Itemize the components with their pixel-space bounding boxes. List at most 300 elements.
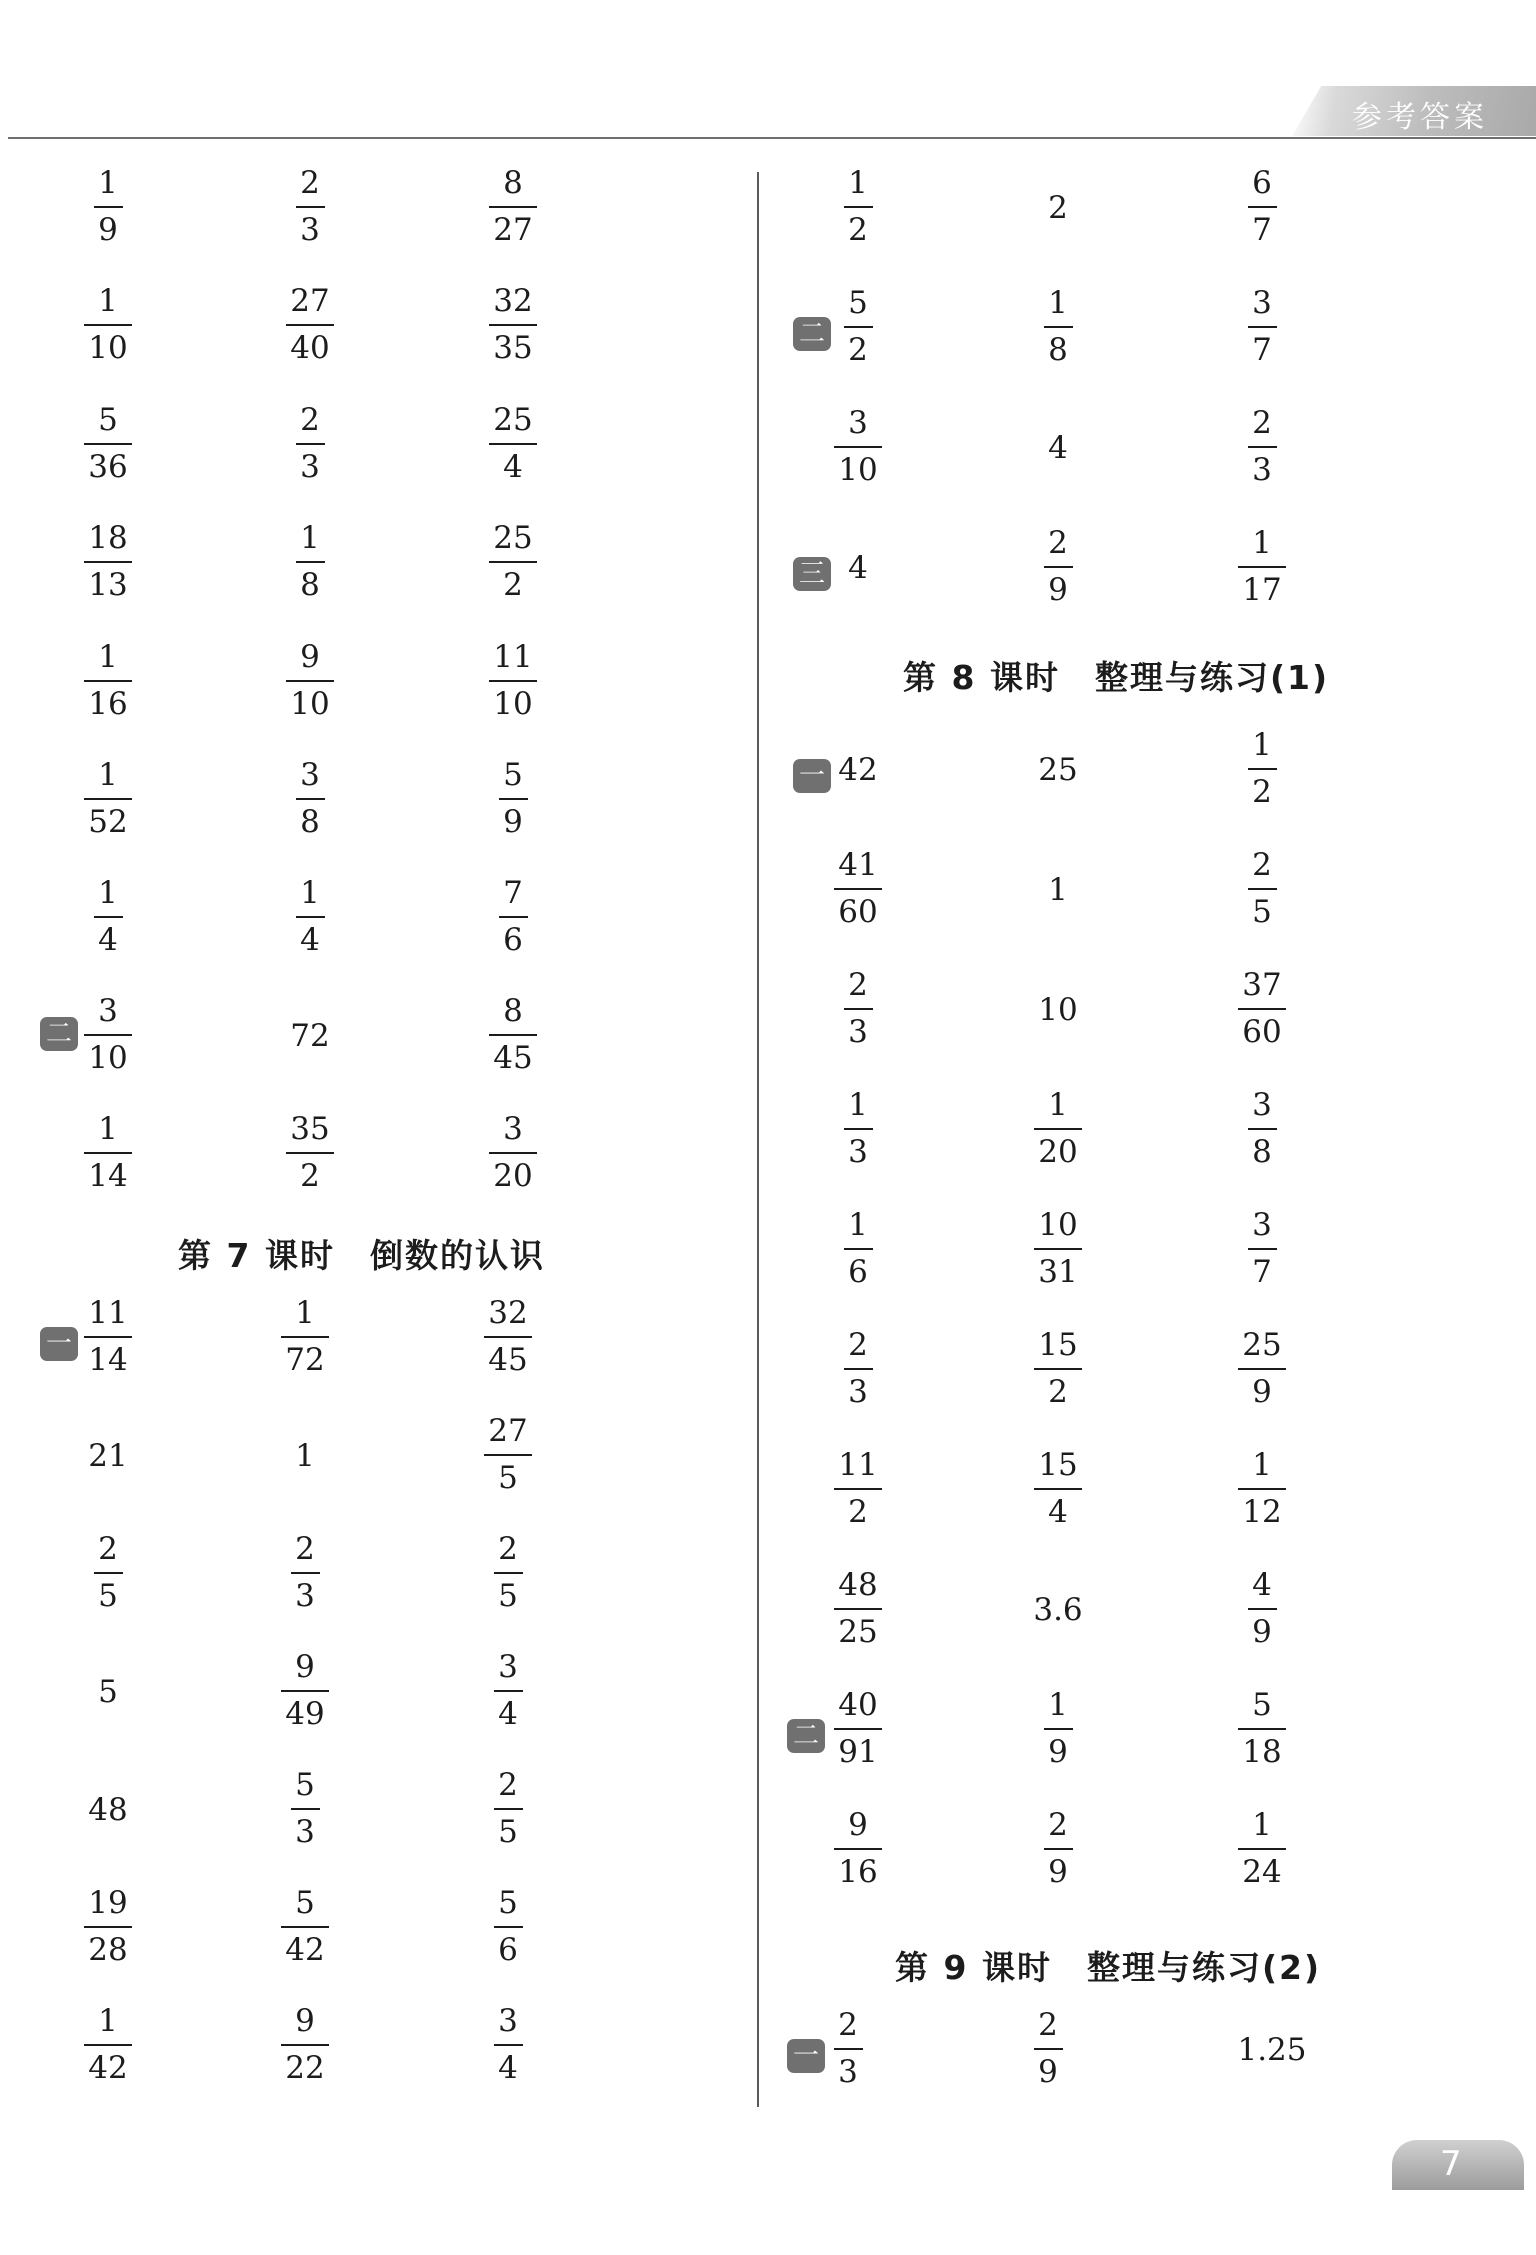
fraction-numerator: 2 bbox=[1048, 525, 1068, 561]
answer-integer: 1 bbox=[295, 1438, 315, 1474]
fraction-numerator: 2 bbox=[300, 402, 320, 438]
fraction-bar bbox=[1248, 768, 1277, 770]
answer-fraction bbox=[1222, 1087, 1302, 1170]
answer-fraction bbox=[818, 1207, 898, 1290]
fraction-denominator: 7 bbox=[1252, 332, 1272, 368]
fraction-bar bbox=[84, 680, 132, 682]
fraction-bar bbox=[286, 324, 334, 326]
fraction-denominator: 2 bbox=[848, 1494, 868, 1530]
fraction-denominator: 22 bbox=[285, 2050, 325, 2086]
fraction-bar bbox=[484, 1336, 532, 1338]
answer-fraction bbox=[68, 520, 148, 603]
answer-fraction bbox=[1222, 1807, 1302, 1890]
fraction-denominator: 2 bbox=[848, 332, 868, 368]
answer-fraction bbox=[1222, 1207, 1302, 1290]
fraction-bar bbox=[489, 324, 537, 326]
fraction-bar bbox=[1044, 1728, 1073, 1730]
fraction-denominator: 60 bbox=[838, 894, 878, 930]
fraction-bar bbox=[489, 443, 537, 445]
section-badge-3: 三 bbox=[793, 557, 831, 591]
page-number: 7 bbox=[1440, 2144, 1462, 2184]
fraction-bar bbox=[281, 2044, 329, 2046]
fraction-numerator: 48 bbox=[838, 1567, 878, 1603]
fraction-bar bbox=[1044, 326, 1073, 328]
answer-fraction bbox=[468, 1885, 548, 1968]
fraction-bar bbox=[844, 1248, 873, 1250]
fraction-numerator: 5 bbox=[295, 1767, 315, 1803]
fraction-denominator: 3 bbox=[295, 1814, 315, 1850]
fraction-denominator: 72 bbox=[285, 1342, 325, 1378]
answer-fraction bbox=[1018, 1807, 1098, 1890]
fraction-numerator: 40 bbox=[838, 1687, 878, 1723]
fraction-denominator: 35 bbox=[493, 330, 533, 366]
fraction-bar bbox=[834, 1848, 882, 1850]
answer-fraction bbox=[1222, 727, 1302, 810]
answer-fraction bbox=[270, 757, 350, 840]
fraction-denominator: 10 bbox=[493, 686, 533, 722]
fraction-bar bbox=[291, 1808, 320, 1810]
answer-integer: 4 bbox=[848, 550, 868, 586]
section-badge-2: 二 bbox=[787, 1719, 825, 1753]
fraction-denominator: 8 bbox=[300, 804, 320, 840]
fraction-bar bbox=[494, 1690, 523, 1692]
answer-fraction bbox=[68, 283, 148, 366]
fraction-bar bbox=[1238, 1368, 1286, 1370]
fraction-numerator: 3 bbox=[300, 757, 320, 793]
answer-fraction bbox=[1018, 1327, 1098, 1410]
answer-integer: 3.6 bbox=[1033, 1592, 1083, 1628]
answer-fraction bbox=[1018, 1087, 1098, 1170]
fraction-bar bbox=[844, 326, 873, 328]
fraction-numerator: 18 bbox=[88, 520, 128, 556]
answer-fraction bbox=[473, 1111, 553, 1194]
fraction-numerator: 1 bbox=[848, 1207, 868, 1243]
fraction-numerator: 2 bbox=[498, 1767, 518, 1803]
answer-fraction bbox=[68, 2003, 148, 2086]
answer-integer: 5 bbox=[98, 1674, 118, 1710]
fraction-numerator: 1 bbox=[1252, 525, 1272, 561]
fraction-denominator: 3 bbox=[300, 449, 320, 485]
answer-integer: 2 bbox=[1048, 190, 1068, 226]
fraction-denominator: 4 bbox=[503, 449, 523, 485]
fraction-bar bbox=[84, 561, 132, 563]
fraction-bar bbox=[281, 1926, 329, 1928]
fraction-denominator: 2 bbox=[503, 567, 523, 603]
fraction-denominator: 9 bbox=[98, 212, 118, 248]
fraction-bar bbox=[84, 1152, 132, 1154]
answer-fraction bbox=[265, 1885, 345, 1968]
fraction-denominator: 14 bbox=[88, 1342, 128, 1378]
answer-fraction bbox=[1018, 1687, 1098, 1770]
fraction-numerator: 1 bbox=[98, 757, 118, 793]
fraction-denominator: 8 bbox=[300, 567, 320, 603]
fraction-numerator: 5 bbox=[848, 285, 868, 321]
fraction-numerator: 1 bbox=[98, 639, 118, 675]
fraction-denominator: 6 bbox=[848, 1254, 868, 1290]
fraction-denominator: 9 bbox=[1048, 1854, 1068, 1890]
answer-fraction bbox=[68, 402, 148, 485]
section-badge-2: 二 bbox=[793, 317, 831, 351]
answer-fraction bbox=[818, 405, 898, 488]
fraction-bar bbox=[1238, 1728, 1286, 1730]
lesson-8-title: 第 8 课时 整理与练习(1) bbox=[903, 658, 1330, 697]
answer-integer: 48 bbox=[88, 1792, 128, 1828]
answer-integer: 72 bbox=[290, 1018, 330, 1054]
fraction-denominator: 10 bbox=[88, 330, 128, 366]
fraction-bar bbox=[834, 888, 882, 890]
answer-fraction bbox=[1222, 847, 1302, 930]
section-badge-1: 一 bbox=[787, 2039, 825, 2073]
fraction-denominator: 10 bbox=[290, 686, 330, 722]
fraction-bar bbox=[844, 206, 873, 208]
fraction-bar bbox=[834, 1608, 882, 1610]
fraction-bar bbox=[499, 916, 528, 918]
fraction-bar bbox=[84, 798, 132, 800]
fraction-numerator: 19 bbox=[88, 1885, 128, 1921]
fraction-denominator: 28 bbox=[88, 1932, 128, 1968]
answer-fraction bbox=[68, 875, 148, 958]
fraction-numerator: 2 bbox=[1252, 847, 1272, 883]
fraction-denominator: 2 bbox=[1252, 774, 1272, 810]
answer-fraction bbox=[473, 993, 553, 1076]
answer-fraction bbox=[68, 639, 148, 722]
answer-fraction bbox=[68, 1531, 148, 1614]
fraction-numerator: 1 bbox=[300, 875, 320, 911]
column-divider bbox=[757, 172, 759, 2107]
fraction-bar bbox=[1034, 1248, 1082, 1250]
fraction-bar bbox=[291, 1572, 320, 1574]
fraction-bar bbox=[1044, 1848, 1073, 1850]
fraction-bar bbox=[286, 680, 334, 682]
fraction-numerator: 6 bbox=[1252, 165, 1272, 201]
answer-fraction bbox=[473, 639, 553, 722]
fraction-denominator: 7 bbox=[1252, 212, 1272, 248]
fraction-numerator: 3 bbox=[503, 1111, 523, 1147]
fraction-denominator: 9 bbox=[1048, 1734, 1068, 1770]
fraction-bar bbox=[499, 798, 528, 800]
fraction-denominator: 3 bbox=[848, 1014, 868, 1050]
fraction-denominator: 4 bbox=[498, 2050, 518, 2086]
fraction-denominator: 18 bbox=[1242, 1734, 1282, 1770]
fraction-numerator: 1 bbox=[295, 1295, 315, 1331]
fraction-bar bbox=[1248, 1248, 1277, 1250]
fraction-denominator: 10 bbox=[838, 452, 878, 488]
fraction-numerator: 3 bbox=[498, 1649, 518, 1685]
answer-fraction bbox=[270, 875, 350, 958]
section-badge-1: 一 bbox=[793, 759, 831, 793]
fraction-numerator: 2 bbox=[848, 1327, 868, 1363]
answer-fraction bbox=[473, 757, 553, 840]
fraction-denominator: 36 bbox=[88, 449, 128, 485]
fraction-denominator: 13 bbox=[88, 567, 128, 603]
fraction-denominator: 45 bbox=[493, 1040, 533, 1076]
fraction-bar bbox=[489, 680, 537, 682]
answer-fraction bbox=[1222, 967, 1302, 1050]
answer-fraction bbox=[270, 1111, 350, 1194]
fraction-denominator: 2 bbox=[300, 1158, 320, 1194]
fraction-denominator: 6 bbox=[503, 922, 523, 958]
fraction-numerator: 5 bbox=[498, 1885, 518, 1921]
fraction-numerator: 37 bbox=[1242, 967, 1282, 1003]
fraction-bar bbox=[94, 206, 123, 208]
fraction-bar bbox=[489, 561, 537, 563]
answer-fraction bbox=[1222, 525, 1302, 608]
fraction-numerator: 8 bbox=[503, 165, 523, 201]
fraction-numerator: 3 bbox=[1252, 285, 1272, 321]
fraction-bar bbox=[1248, 888, 1277, 890]
fraction-denominator: 42 bbox=[88, 2050, 128, 2086]
fraction-denominator: 10 bbox=[88, 1040, 128, 1076]
answer-fraction bbox=[473, 402, 553, 485]
fraction-numerator: 11 bbox=[838, 1447, 878, 1483]
fraction-bar bbox=[296, 206, 325, 208]
fraction-denominator: 2 bbox=[848, 212, 868, 248]
header-title: 参考答案 bbox=[1352, 100, 1488, 135]
fraction-denominator: 20 bbox=[493, 1158, 533, 1194]
fraction-denominator: 4 bbox=[498, 1696, 518, 1732]
answer-fraction bbox=[270, 520, 350, 603]
fraction-bar bbox=[84, 1926, 132, 1928]
answer-fraction bbox=[270, 165, 350, 248]
fraction-bar bbox=[1044, 566, 1073, 568]
fraction-numerator: 7 bbox=[503, 875, 523, 911]
fraction-denominator: 9 bbox=[1252, 1614, 1272, 1650]
fraction-bar bbox=[1238, 566, 1286, 568]
fraction-numerator: 1 bbox=[1048, 285, 1068, 321]
fraction-bar bbox=[296, 443, 325, 445]
fraction-denominator: 7 bbox=[1252, 1254, 1272, 1290]
answer-fraction bbox=[1222, 1687, 1302, 1770]
fraction-numerator: 3 bbox=[98, 993, 118, 1029]
fraction-numerator: 27 bbox=[488, 1413, 528, 1449]
fraction-numerator: 1 bbox=[1048, 1687, 1068, 1723]
answer-fraction bbox=[1222, 285, 1302, 368]
answer-fraction bbox=[270, 402, 350, 485]
fraction-numerator: 11 bbox=[88, 1295, 128, 1331]
answer-fraction bbox=[818, 1087, 898, 1170]
fraction-numerator: 8 bbox=[503, 993, 523, 1029]
answer-fraction bbox=[818, 847, 898, 930]
answer-fraction bbox=[1018, 1207, 1098, 1290]
fraction-bar bbox=[844, 1128, 873, 1130]
fraction-denominator: 3 bbox=[1252, 452, 1272, 488]
answer-fraction bbox=[265, 1531, 345, 1614]
fraction-denominator: 9 bbox=[1038, 2054, 1058, 2090]
fraction-bar bbox=[84, 1034, 132, 1036]
fraction-denominator: 6 bbox=[498, 1932, 518, 1968]
fraction-numerator: 5 bbox=[1252, 1687, 1272, 1723]
fraction-denominator: 5 bbox=[498, 1578, 518, 1614]
fraction-denominator: 42 bbox=[285, 1932, 325, 1968]
answer-fraction bbox=[265, 1649, 345, 1732]
lesson-9-title: 第 9 课时 整理与练习(2) bbox=[895, 1948, 1322, 1987]
fraction-bar bbox=[1034, 1368, 1082, 1370]
fraction-denominator: 60 bbox=[1242, 1014, 1282, 1050]
fraction-bar bbox=[84, 2044, 132, 2046]
fraction-bar bbox=[494, 1926, 523, 1928]
fraction-numerator: 15 bbox=[1038, 1447, 1078, 1483]
fraction-numerator: 3 bbox=[1252, 1207, 1272, 1243]
answer-fraction bbox=[473, 875, 553, 958]
fraction-denominator: 12 bbox=[1242, 1494, 1282, 1530]
answer-fraction bbox=[468, 1767, 548, 1850]
answer-fraction bbox=[68, 1295, 148, 1378]
fraction-bar bbox=[844, 1008, 873, 1010]
section-badge-1: 一 bbox=[40, 1327, 78, 1361]
fraction-numerator: 1 bbox=[848, 1087, 868, 1123]
fraction-bar bbox=[94, 1572, 123, 1574]
answer-fraction bbox=[68, 757, 148, 840]
fraction-bar bbox=[1248, 1608, 1277, 1610]
fraction-numerator: 1 bbox=[98, 283, 118, 319]
fraction-denominator: 45 bbox=[488, 1342, 528, 1378]
fraction-denominator: 5 bbox=[1252, 894, 1272, 930]
fraction-denominator: 49 bbox=[285, 1696, 325, 1732]
fraction-denominator: 24 bbox=[1242, 1854, 1282, 1890]
fraction-bar bbox=[834, 2048, 863, 2050]
fraction-numerator: 3 bbox=[848, 405, 868, 441]
answer-fraction bbox=[270, 283, 350, 366]
answer-fraction bbox=[1018, 1447, 1098, 1530]
fraction-numerator: 1 bbox=[1048, 1087, 1068, 1123]
fraction-bar bbox=[489, 206, 537, 208]
fraction-denominator: 9 bbox=[503, 804, 523, 840]
fraction-denominator: 3 bbox=[838, 2054, 858, 2090]
answer-fraction bbox=[473, 165, 553, 248]
fraction-numerator: 1 bbox=[98, 165, 118, 201]
section-badge-2: 二 bbox=[40, 1017, 78, 1051]
fraction-bar bbox=[1248, 1128, 1277, 1130]
fraction-denominator: 9 bbox=[1252, 1374, 1272, 1410]
answer-integer: 42 bbox=[838, 752, 878, 788]
fraction-denominator: 25 bbox=[838, 1614, 878, 1650]
answer-fraction bbox=[270, 639, 350, 722]
fraction-bar bbox=[489, 1152, 537, 1154]
fraction-bar bbox=[1034, 2048, 1063, 2050]
fraction-denominator: 8 bbox=[1048, 332, 1068, 368]
fraction-numerator: 32 bbox=[488, 1295, 528, 1331]
fraction-denominator: 3 bbox=[848, 1374, 868, 1410]
answer-integer: 21 bbox=[88, 1438, 128, 1474]
fraction-bar bbox=[84, 443, 132, 445]
fraction-denominator: 14 bbox=[88, 1158, 128, 1194]
fraction-numerator: 3 bbox=[1252, 1087, 1272, 1123]
fraction-numerator: 9 bbox=[848, 1807, 868, 1843]
fraction-numerator: 41 bbox=[838, 847, 878, 883]
answer-fraction bbox=[473, 283, 553, 366]
fraction-denominator: 16 bbox=[838, 1854, 878, 1890]
fraction-numerator: 35 bbox=[290, 1111, 330, 1147]
fraction-numerator: 15 bbox=[1038, 1327, 1078, 1363]
answer-fraction bbox=[1222, 1567, 1302, 1650]
fraction-numerator: 1 bbox=[848, 165, 868, 201]
fraction-numerator: 5 bbox=[295, 1885, 315, 1921]
fraction-denominator: 4 bbox=[98, 922, 118, 958]
fraction-bar bbox=[296, 916, 325, 918]
fraction-bar bbox=[844, 1368, 873, 1370]
fraction-numerator: 3 bbox=[498, 2003, 518, 2039]
fraction-numerator: 5 bbox=[98, 402, 118, 438]
fraction-numerator: 2 bbox=[1038, 2007, 1058, 2043]
fraction-denominator: 4 bbox=[300, 922, 320, 958]
fraction-bar bbox=[834, 1728, 882, 1730]
fraction-denominator: 9 bbox=[1048, 572, 1068, 608]
fraction-bar bbox=[281, 1690, 329, 1692]
fraction-bar bbox=[286, 1152, 334, 1154]
fraction-numerator: 2 bbox=[848, 967, 868, 1003]
fraction-numerator: 5 bbox=[503, 757, 523, 793]
fraction-numerator: 25 bbox=[493, 402, 533, 438]
lesson-7-title: 第 7 课时 倒数的认识 bbox=[178, 1236, 545, 1275]
fraction-bar bbox=[84, 1336, 132, 1338]
answer-fraction bbox=[68, 993, 148, 1076]
fraction-denominator: 3 bbox=[300, 212, 320, 248]
answer-integer: 1 bbox=[1048, 872, 1068, 908]
fraction-denominator: 31 bbox=[1038, 1254, 1078, 1290]
answer-fraction bbox=[818, 1327, 898, 1410]
fraction-numerator: 1 bbox=[98, 875, 118, 911]
fraction-numerator: 9 bbox=[295, 2003, 315, 2039]
fraction-bar bbox=[834, 446, 882, 448]
fraction-numerator: 1 bbox=[1252, 727, 1272, 763]
fraction-numerator: 2 bbox=[838, 2007, 858, 2043]
answer-fraction bbox=[468, 1531, 548, 1614]
fraction-bar bbox=[296, 798, 325, 800]
fraction-bar bbox=[489, 1034, 537, 1036]
fraction-denominator: 4 bbox=[1048, 1494, 1068, 1530]
answer-fraction bbox=[265, 1767, 345, 1850]
answer-fraction bbox=[265, 1295, 345, 1378]
fraction-denominator: 91 bbox=[838, 1734, 878, 1770]
answer-fraction bbox=[468, 1295, 548, 1378]
answer-fraction bbox=[818, 967, 898, 1050]
fraction-bar bbox=[494, 1572, 523, 1574]
answer-fraction bbox=[468, 2003, 548, 2086]
answer-fraction bbox=[473, 520, 553, 603]
fraction-numerator: 11 bbox=[493, 639, 533, 675]
fraction-numerator: 4 bbox=[1252, 1567, 1272, 1603]
answer-fraction bbox=[1008, 2007, 1088, 2090]
answer-fraction bbox=[468, 1649, 548, 1732]
answer-fraction bbox=[1222, 1327, 1302, 1410]
fraction-bar bbox=[84, 324, 132, 326]
answer-fraction bbox=[1222, 405, 1302, 488]
answer-fraction bbox=[68, 165, 148, 248]
fraction-denominator: 27 bbox=[493, 212, 533, 248]
fraction-numerator: 1 bbox=[98, 1111, 118, 1147]
fraction-denominator: 3 bbox=[848, 1134, 868, 1170]
fraction-bar bbox=[484, 1454, 532, 1456]
fraction-bar bbox=[1238, 1488, 1286, 1490]
answer-integer: 25 bbox=[1038, 752, 1078, 788]
fraction-bar bbox=[1034, 1128, 1082, 1130]
fraction-numerator: 10 bbox=[1038, 1207, 1078, 1243]
answer-fraction bbox=[468, 1413, 548, 1496]
answer-integer: 10 bbox=[1038, 992, 1078, 1028]
fraction-bar bbox=[494, 2044, 523, 2046]
fraction-denominator: 8 bbox=[1252, 1134, 1272, 1170]
answer-fraction bbox=[265, 2003, 345, 2086]
fraction-numerator: 1 bbox=[1252, 1807, 1272, 1843]
fraction-denominator: 3 bbox=[295, 1578, 315, 1614]
fraction-numerator: 1 bbox=[300, 520, 320, 556]
fraction-bar bbox=[1248, 206, 1277, 208]
fraction-bar bbox=[281, 1336, 329, 1338]
fraction-bar bbox=[1248, 446, 1277, 448]
answer-fraction bbox=[818, 1567, 898, 1650]
fraction-numerator: 2 bbox=[1252, 405, 1272, 441]
fraction-bar bbox=[94, 916, 123, 918]
